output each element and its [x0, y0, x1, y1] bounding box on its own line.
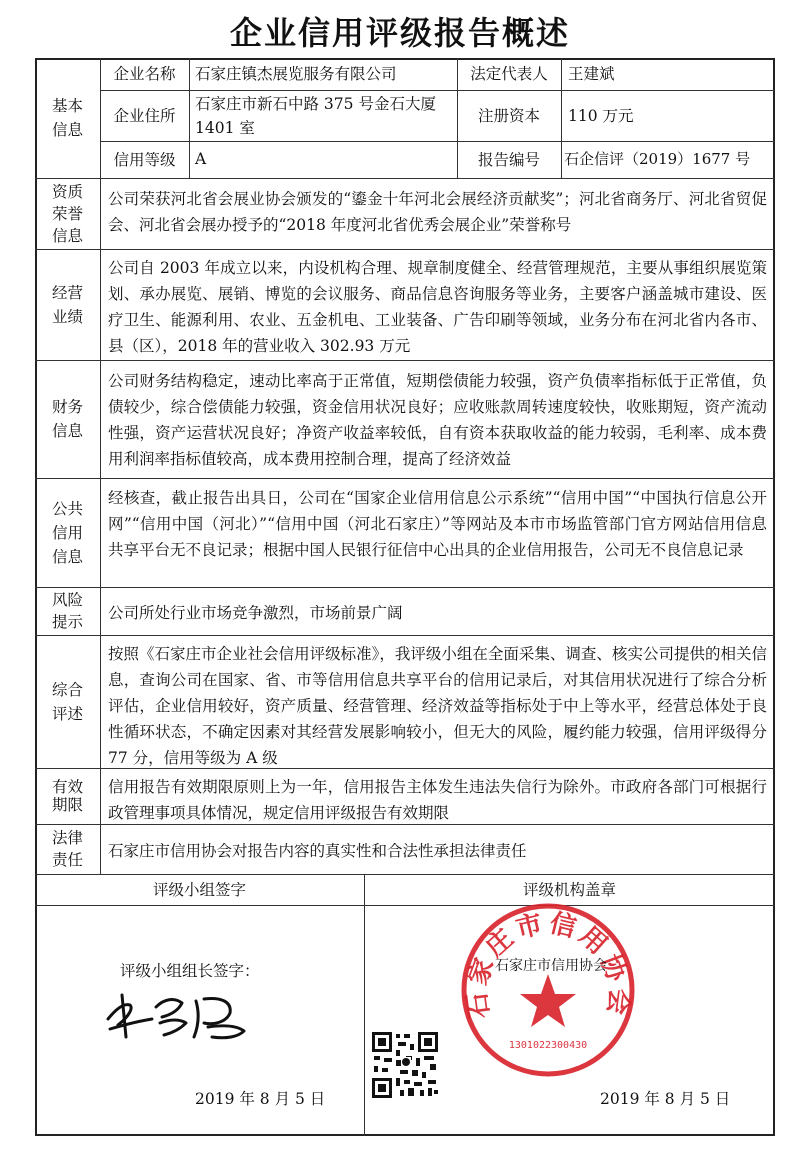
address-label: 企业住所	[113, 106, 176, 125]
qr-code-icon	[370, 1030, 440, 1100]
company-name-value: 石家庄镇杰展览服务有限公司	[195, 65, 397, 83]
left-date: 2019 年 8 月 5 日	[195, 1090, 326, 1108]
legal-rep-value: 王建斌	[568, 65, 615, 83]
address-value: 石家庄市新石中路 375 号金石大厦 1401 室	[195, 95, 436, 137]
stamp-inner-text: 石家庄市信用协会	[495, 958, 607, 974]
company-name-label: 企业名称	[113, 65, 176, 83]
grade-value: A	[195, 150, 207, 168]
handwritten-signature	[100, 985, 270, 1045]
legal-rep-label: 法定代表人	[470, 65, 548, 83]
public-credit-label: 公共信用信息	[51, 499, 83, 566]
finance-text: 公司财务结构稳定，速动比率高于正常值，短期偿债能力较强，资产负债率指标低于正常值，负债较少，综合偿债能力较强，资金信用状况良好；应收账款周转速度较快，收账期短，资产流动性强，资产运营状况良好；净资产收益率较低，自有资本获取收益的能力较弱，毛利率、成本费用利润率指标值较高，成本费用控制合理，提高了经济效益	[108, 372, 767, 468]
summary-label: 综合评述	[51, 680, 83, 723]
leader-sign-label: 评级小组组长签字：	[120, 962, 260, 980]
grade-label: 信用等级	[113, 150, 176, 169]
legal-label: 法律责任	[51, 829, 83, 869]
operation-label: 经营业绩	[51, 283, 83, 326]
risk-text: 公司所处行业市场竞争激烈，市场前景广阔	[108, 604, 403, 622]
page-title: 企业信用评级报告概述	[229, 14, 570, 52]
red-seal-stamp	[458, 900, 638, 1080]
team-sign-header: 评级小组签字	[152, 880, 246, 899]
honor-text: 公司荣获河北省会展业协会颁发的“鎏金十年河北会展经济贡献奖”；河北省商务厅、河北省贸促会、河北省会展办授予的“2018 年度河北省优秀会展企业”荣誉称号	[108, 190, 767, 234]
report-no-value: 石企信评（2019）1677 号	[564, 150, 751, 168]
summary-text: 按照《石家庄市企业社会信用评级标准》，我评级小组在全面采集、调查、核实公司提供的相关信息，查询公司在国家、省、市等信用信息共享平台的信用记录后，对其信用状况进行了综合分析评估，企业信用较好，资产质量、经营管理、经济效益等指标处于中上等水平，经营总体处于良性循环状态，不确定因素对其经营发展影响较小，但无大的风险，履约能力较强，信用评级得分 77 分，信用等级为 A 级	[108, 645, 767, 767]
org-seal-header: 评级机构盖章	[522, 880, 616, 899]
stamp-arc-text: 石家庄市信用协会	[461, 908, 635, 1021]
validity-label: 有效期限	[51, 778, 83, 814]
capital-value: 110 万元	[568, 107, 634, 125]
capital-label: 注册资本	[477, 106, 540, 125]
validity-text: 信用报告有效期限原则上为一年，信用报告主体发生违法失信行为除外。市政府各部门可根据行政管理事项具体情况，规定信用评级报告有效期限	[108, 778, 767, 822]
report-no-label: 报告编号	[477, 150, 540, 169]
risk-label: 风险提示	[51, 591, 83, 631]
basic-info-label: 基本信息	[51, 97, 83, 139]
operation-text: 公司自 2003 年成立以来，内设机构合理、规章制度健全、经营管理规范，主要从事组织展览策划、承办展览、展销、博览的会议服务、商品信息咨询服务等业务，主要客户涵盖城市建设、医疗卫生、能源利用、农业、五金机电、工业装备、广告印刷等领域，业务分布在河北省内各市、县（区），2018 年的营业收入 302.93 万元	[108, 259, 767, 355]
finance-label: 财务信息	[51, 398, 83, 440]
right-date: 2019 年 8 月 5 日	[600, 1090, 731, 1108]
stamp-number: 1301022300430	[508, 1040, 588, 1051]
legal-text: 石家庄市信用协会对报告内容的真实性和合法性承担法律责任	[108, 842, 527, 860]
honor-label: 资质荣誉信息	[51, 182, 83, 245]
public-credit-text: 经核查，截止报告出具日，公司在“国家企业信用信息公示系统”“信用中国”“中国执行信息公开网”“信用中国（河北）”“信用中国（河北石家庄）”等网站及本市市场监管部门官方网站信用信息共享平台无不良记录；根据中国人民银行征信中心出具的企业信用报告，公司无不良信息记录	[108, 489, 767, 559]
